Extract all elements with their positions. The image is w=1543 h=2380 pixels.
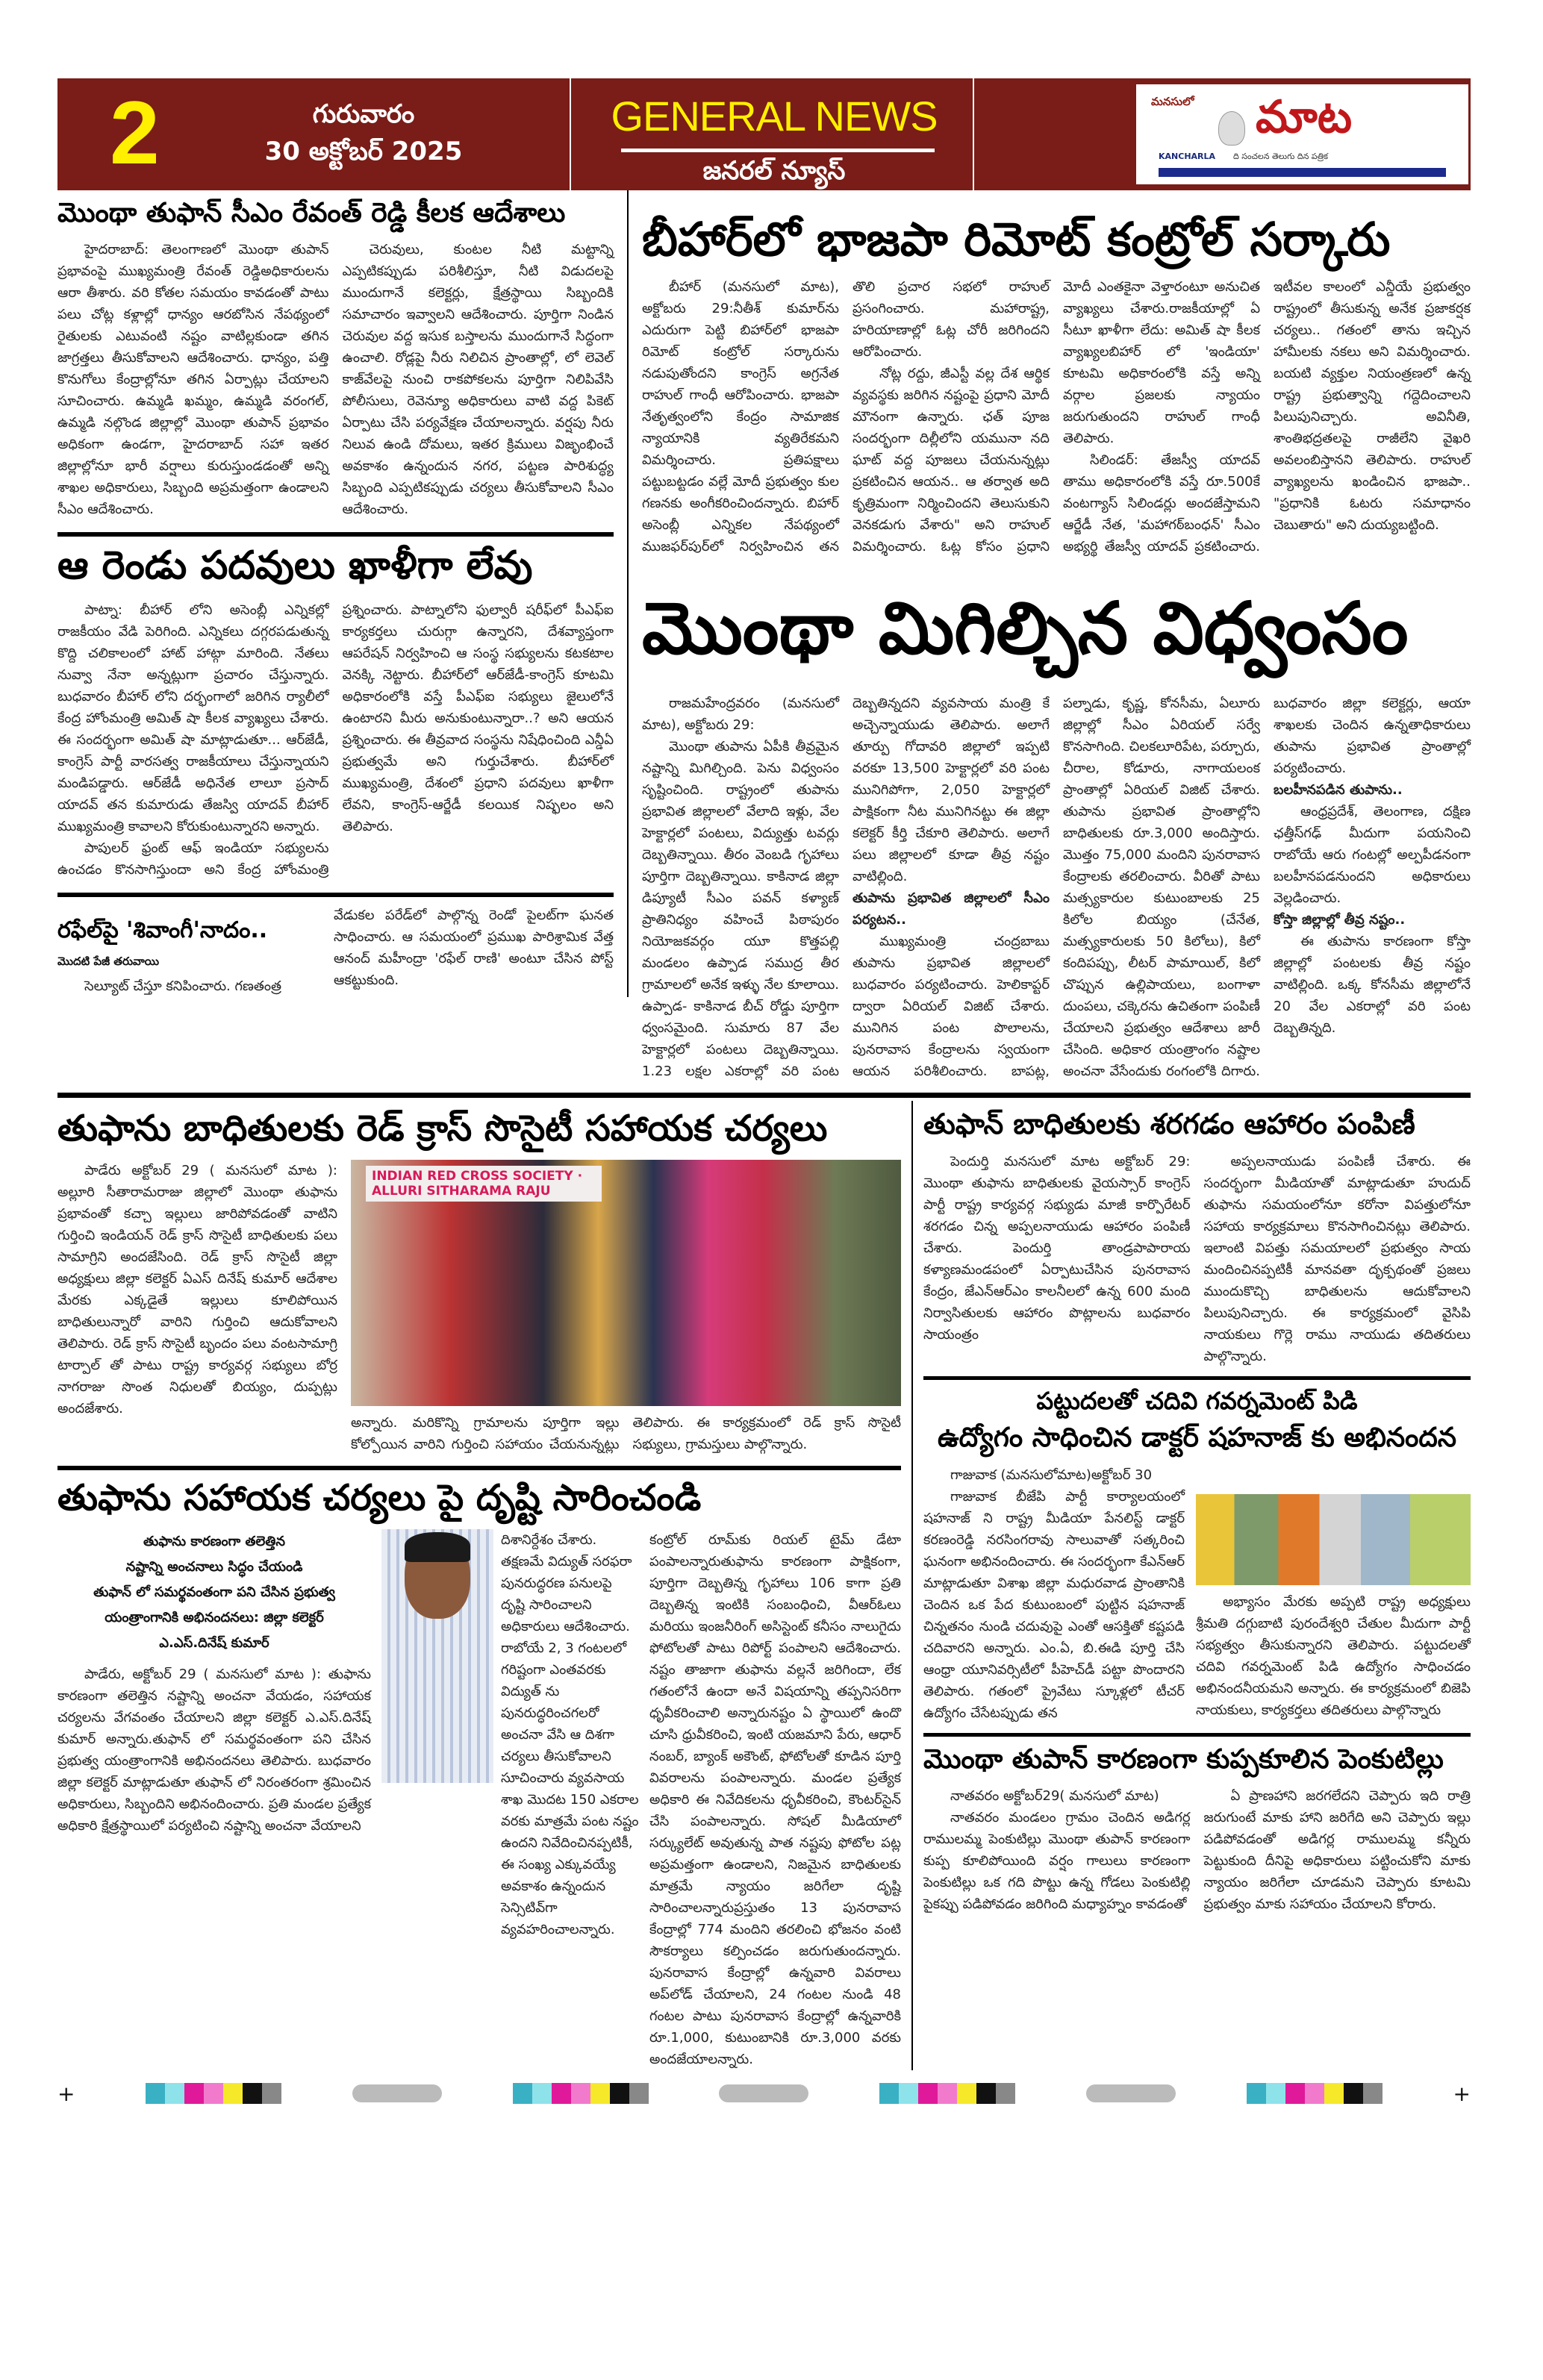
article-collector-relief-focus xyxy=(57,1478,901,2070)
gray-patch xyxy=(1086,2084,1176,2102)
article-body xyxy=(649,1529,901,2070)
section-title-en: GENERAL NEWS xyxy=(611,93,938,140)
headline: మొంథా తుఫాన్ సీఎం రేవంత్ రెడ్డి కీలక ఆదేశాలు xyxy=(57,198,566,228)
paragraph: ముఖ్యమంత్రి చంద్రబాబు తుపాను ప్రభావిత జిల్లాలలో బుధవారం పర్యటించారు. హెలికాప్టర్ ద్వారా ఏరియల్ విజిట్ చేశారు. మునిగిన పంట పొలాలను, పునరావాస కేంద్రాలను స్వయంగా ఆయన పరిశీలించారు. బాపట్ల, పల్నాడు, కృష్ణ, కోనసీమ, ఏలూరు జిల్లాల్లో సీఎం ఏరియల్ సర్వే కొనసాగింది. చిలకలూరిపేట, పర్చూరు, చీరాల, కోడూరు, నాగాయలంక ప్రాంతాల్లో ఏరియల్ విజిట్ చేశారు. తుపాను ప్రభావిత ప్రాంతాల్లోని బాధితులకు రూ.3,000 అందిస్తారు. మొత్తం 75,000 మందిని పునరావాస కేంద్రాలకు తరలించారు. వీరితో పాటు మత్స్యకారుల కుటుంబాలకు 25 కిలోల బియ్యం (చేనేత, మత్స్యకారులకు 50 కిలోలు), కిలో కందిపప్పు, లీటర్ పామాయిల్, కిలో చొప్పున ఉల్లిపాయలు, బంగాళా దుంపలు, చక్కెరను ఉచితంగా పంపిణీ చేయాలని ప్రభుత్వం ఆదేశాలు జారీ చేసింది. అధికార యంత్రాంగం నష్టాల అంచనా వేసేందుకు రంగంలోకి దిగారు. బుధవారం జిల్లా కలెక్టర్లు, ఆయా శాఖలకు చెందిన ఉన్నతాధికారులు తుపాను ప్రభావిత ప్రాంతాల్లో పర్యటించారు. xyxy=(852,695,1471,1079)
section-divider xyxy=(57,532,614,537)
color-bar xyxy=(879,2083,1015,2104)
headline: తుఫాను సహాయక చర్యలు పై దృష్టి సారించండి xyxy=(57,1476,702,1519)
paragraph: ఆంధ్రప్రదేశ్, తెలంగాణ, దక్షిణ ఛత్తీస్‌గఢ్ మీదుగా పయనించి రాబోయే ఆరు గంటల్లో అల్పపీడనంగా బలహీనపడనుందని అధికారులు వెల్లడించారు. xyxy=(1274,803,1471,906)
paragraph: పాపులర్ ఫ్రంట్ ఆఫ్ ఇండియా సభ్యులను ఉంచడం కొనసాగిస్తుందా అని కేంద్ర హోంమంత్రి ప్రశ్నించారు. పాట్నాలోని ఫుల్వారీ షరీఫ్‌లో పీఎఫ్ఐ కార్యకర్తలు చురుగ్గా ఉన్నారని, దేశవ్యాప్తంగా ఆపరేషన్ నిర్వహించి ఆ సంస్థ సభ్యులను కటకటాల వెనక్కి నెట్టారు. బీహార్‌లో ఆర్‌జేడీ-కాంగ్రెస్ కూటమి అధికారంలోకి వస్తే పీఎఫ్ఐ సభ్యులు జైలులోనే ఉంటారని మీరు అనుకుంటున్నారా..? అని ఆయన ప్రశ్నించారు. ఈ తీవ్రవాద సంస్థను నిషేధించింది ఎన్డీఏ ప్రభుత్వమే అని గుర్తుచేశారు. బీహార్‌లో ముఖ్యమంత్రి, దేశంలో ప్రధాని పదవులు ఖాళీగా లేవని, కాంగ్రెస్-ఆర్జేడీ కలయిక నిష్ఫలం అని తెలిపారు. xyxy=(57,602,614,878)
subheads xyxy=(57,1529,371,1656)
subhead-line: తుఫాను కారణంగా తలెత్తిన xyxy=(143,1534,285,1550)
paragraph: హైదరాబాద్: తెలంగాణలో మొంథా తుపాన్ ప్రభావంపై ముఖ్యమంత్రి రేవంత్ రెడ్డిఅధికారులను ఆరా తీశారు. వరి కోతల సమయం కావడంతో పాటు పలు చోట్ల కళ్లాల్లో ధాన్యం ఆరబోసిన నేపథ్యంలో రైతులకు ఎటువంటి నష్టం వాటిల్లకుండా తగిన జాగ్రత్తలు తీసుకోవాలని ఆదేశించారు. ధాన్యం, పత్తి కొనుగోలు కేంద్రాల్లోనూ తగిన ఏర్పాట్లు చేయాలని సూచించారు. ఉమ్మడి ఖమ్మం, ఉమ్మడి వరంగల్, ఉమ్మడి నల్గొండ జిల్లాల్లో మొంథా తుపాన్ ప్రభావం అధికంగా ఉండగా, హైదరాబాద్ సహా ఇతర జిల్లాల్లోనూ భారీ వర్షాలు కురుస్తుండడంతో అన్ని శాఖల అధికారులు, సిబ్బంది అప్రమత్తంగా ఉండాలని సీఎం ఆదేశించారు. xyxy=(57,242,329,518)
paragraph: కంట్రోల్ రూమ్‌కు రియల్ టైమ్ డేటా పంపాలన్నారుతుఫాను కారణంగా పాక్షికంగా, పూర్తిగా దెబ్బతిన్న గృహాలు 106 కాగా ప్రతి దెబ్బతిన్న ఇంటికి సంబంధించి, వీఆర్ఓలు మరియు ఇంజనీరింగ్ అసిస్టెంట్ కనీసం నాలుగైదు ఫోటోలతో పాటు రిపోర్ట్ పంపాలని ఆదేశించారు. నష్టం తాజాగా తుఫాను వల్లనే జరిగిందా, లేక గతంలోనే ఉందా అనే విషయాన్ని తప్పనిసరిగా ధృవీకరించాలి అన్నారునష్టం ఏ స్థాయిలో ఉందొ చూసి ధ్రువీకరించి, ఇంటి యజమాని పేరు, ఆధార్ నంబర్, బ్యాంక్ అకౌంట్, ఫోటోలతో కూడిన పూర్తి వివరాలను పంపాలన్నారు. మండల ప్రత్యేక అధికారి ఈ నివేదికలను ధృవీకరించి, కౌంటర్‌సైన్ చేసి పంపాలన్నారు. సోషల్ మీడియాలో సర్క్యులేట్ అవుతున్న పాత నష్టపు ఫోటోల పట్ల అప్రమత్తంగా ఉండాలని, నిజమైన బాధితులకు మాత్రమే న్యాయం జరిగేలా దృష్టి సారించాలన్నారుప్రస్తుతం 13 పునరావాస కేంద్రాల్లో 774 మందిని తరలించి భోజనం వంటి సౌకర్యాలు కల్పించడం జరుగుతుందన్నారు. పునరావాస కేంద్రాల్లో ఉన్నవారి వివరాలు అప్‌లోడ్ చేయాలని, 24 గంటల నుండి 48 గంటల పాటు పునరావాస కేంద్రాల్లో ఉన్నవారికి రూ.1,000, కుటుంబానికి రూ.3,000 వరకు అందజేయాలన్నారు. xyxy=(649,1532,901,2068)
left-column xyxy=(57,190,629,997)
registration-mark-icon: + xyxy=(1453,2081,1471,2106)
collector-left xyxy=(57,1529,371,1837)
article-house-collapse xyxy=(923,1744,1471,1915)
newspaper-logo xyxy=(1136,84,1468,184)
section-divider xyxy=(57,893,614,897)
headline: ఆ రెండు పదవులు ఖాళీగా లేవు xyxy=(57,543,533,589)
photo-banner-text: INDIAN RED CROSS SOCIETY · ALLURI SITHARAMA RAJU xyxy=(366,1166,602,1202)
red-cross-photo xyxy=(351,1160,901,1406)
article-two-posts-not-vacant xyxy=(57,544,614,881)
headline: ఉద్యోగం సాధించిన డాక్టర్ షహనాజ్ కు అభినందన xyxy=(937,1422,1457,1454)
newspaper-page xyxy=(57,0,1471,2106)
headline: తుఫాను బాధితులకు రెడ్ క్రాస్ సొసైటీ సహాయక చర్యలు xyxy=(57,1107,828,1149)
red-cross-right xyxy=(351,1160,901,1455)
header-divider xyxy=(973,78,974,190)
headline: తుఫాన్ బాధితులకు శరగడం ఆహారం పంపిణీ xyxy=(923,1107,1415,1140)
article-body xyxy=(57,1664,371,1837)
article-body xyxy=(1196,1591,1471,1721)
article-body xyxy=(57,975,319,997)
section-divider xyxy=(923,1376,1471,1380)
section-title-te: జనరల్ న్యూస్ xyxy=(702,156,846,186)
paragraph: గాజువాక (మనసులోమాట)అక్టోబర్ 30 xyxy=(950,1467,1153,1483)
section-divider xyxy=(57,1466,901,1470)
article-body xyxy=(642,276,1471,557)
logo-small-text: మనసులో xyxy=(1151,95,1194,108)
article-red-cross-relief xyxy=(57,1108,901,1455)
header-divider xyxy=(570,78,571,190)
article-body xyxy=(351,1412,901,1455)
paragraph: రాజమహేంద్రవరం (మనసులో మాట), అక్టోబరు 29: xyxy=(642,695,839,733)
color-bar xyxy=(146,2083,281,2104)
color-bar xyxy=(1247,2083,1383,2104)
paragraph: నాతవరం మండలం గ్రామం చెందిన అడిగర్ల రాములమ్మ పెంకుటిల్లు మొంథా తుపాన్ కారణంగా కుప్ప కూలిపోయింది వర్షం గాలులు కారణంగా పెంకుటిల్లు ఒక గది పొట్టు ఉన్న గోడలు పెంకుటిల్లి పైకప్పు పడిపోవడం జరిగింది మధ్యాహ్నం కావడంతో xyxy=(923,1809,1191,1912)
registration-mark-icon: + xyxy=(57,2081,75,2106)
article-body xyxy=(57,599,614,881)
subhead-line: ఎ.ఎస్.దినేష్ కుమార్ xyxy=(159,1635,269,1652)
article-saragadam-food xyxy=(923,1108,1471,1368)
paragraph: సెల్యూట్ చేస్తూ కనిపించారు. గణతంత్ర xyxy=(84,978,281,994)
paragraph: పాట్నా: బీహార్ లోని అసెంబ్లీ ఎన్నికల్లో రాజకీయం వేడి పెరిగింది. ఎన్నికలు దగ్గరపడుతున్న కొద్ది చలికాలంలో హాట్ హాట్గా మారింది. నేతలు నువ్వా నేనా అన్నట్లుగా ప్రచారం చేస్తున్నారు. బుధవారం బీహార్ లోని దర్భంగాలో జరిగిన ర్యాలీలో కేంద్ర హోంమంత్రి అమిత్ షా కీలక వ్యాఖ్యలు చేశారు. ఈ సందర్భంగా అమిత్ షా మాట్లాడుతూ... ఆర్‌జేడీ, కాంగ్రెస్ పార్టీ వారసత్వ రాజకీయాలు చేస్తున్నాయని మండిపడ్డారు. ఆర్‌జేడీ అధినేత లాలూ ప్రసాద్ యాదవ్ తన కుమారుడు తేజస్వి యాదవ్ బీహార్ ముఖ్యమంత్రి కావాలని కోరుకుంటున్నారని అన్నారు. xyxy=(57,602,329,835)
section-divider xyxy=(923,1733,1471,1737)
red-cross-content xyxy=(57,1160,901,1455)
paragraph: ఈ తుపాను కారణంగా కోస్తా జిల్లాల్లో పంటలకు తీవ్ర నష్టం వాటిల్లింది. ఒక్క కోనసీమ జిల్లాలోనే 20 వేల ఎకరాల్లో వరి పంట దెబ్బతిన్నది. xyxy=(1274,933,1471,1036)
right-column xyxy=(629,190,1471,1082)
headline: మొంథా మిగిల్చిన విధ్వంసం xyxy=(642,587,1409,671)
paragraph: వేడుకల పరేడ్‌లో పాల్గొన్న రెండో పైలట్‌గా ఘనత సాధించారు. ఆ సమయంలో ప్రముఖ పారిశ్రామిక వేత్త ఆనంద్ మహీంద్రా 'రఫేల్ రాణి' అంటూ చేసిన పోస్ట్ ఆకట్టుకుంది. xyxy=(334,908,614,989)
felicitation-photo xyxy=(1196,1494,1471,1585)
rafale-left xyxy=(57,905,319,997)
article-dr-shahnaz xyxy=(923,1387,1471,1723)
subhead-line: తుఫాన్ లో సమర్థవంతంగా పని చేసిన ప్రభుత్వ xyxy=(93,1584,335,1601)
paragraph: సిలిండర్: తేజస్వీ యాదవ్ తాము అధికారంలోకి వస్తే రూ.500కే వంటగ్యాస్ సిలిండర్లు అందజేస్తామని ఆర్జేడీ నేత, 'మహాగఠ్‌బంధన్' సీఎం అభ్యర్థి తేజస్వీ యాదవ్ ప్రకటించారు. ఇటీవల కాలంలో ఎన్డీయే ప్రభుత్వం రాష్ట్రంలో తీసుకున్న అనేక ప్రజాకర్షక చర్యలు.. గతంలో తాను ఇచ్చిన హామీలకు నకలు అని విమర్శించారు. బయటి వ్యక్తుల నియంత్రణలో ఉన్న రాష్ట్ర ప్రభుత్వాన్ని గద్దెదించాలని పిలుపునిచ్చారు. అవినీతి, శాంతిభద్రతలపై రాజీలేని వైఖరి అవలంబిస్తానని తెలిపారు. రాహుల్ వ్యాఖ్యలను ఖండించిన భాజపా.. "ప్రధానికి ఓటరు సమాధానం చెబుతారు" అని దుయ్యబట్టింది. xyxy=(1063,279,1471,555)
paragraph: గాజువాక బీజేపి పార్టీ కార్యాలయంలో షహనాజ్ ని రాష్ట్ర మీడియా పేనలిస్ట్ డాక్టర్ కరణంరెడ్డి నరసింగరావు సాలువాతో సత్కరించి ఘనంగా అభినందించారు. ఈ సందర్భంగా కేఎన్ఆర్ మాట్లాడుతూ విశాఖ జిల్లా మధురవాడ ప్రాంతానికి చెందిన ఒక పేద కుటుంబంలో పుట్టిన షహనాజ్ చిన్నతనం నుండి చదువుపై ఎంతో ఆసక్తితో కష్టపడి చదివారని అన్నారు. ఎం.ఏ, బి.ఈడి పూర్తి చేసి ఆంధ్రా యూనివర్సిటీలో పీహెచ్‌డీ పట్టా పొందారని తెలిపారు. గతంలో ప్రైవేటు స్కూళ్లలో టీచర్ ఉద్యోగం చేసేటప్పుడు తన xyxy=(923,1488,1185,1721)
paragraph: అప్పలనాయుడు పంపిణీ చేశారు. ఈ సందర్భంగా మీడియాతో మాట్లాడుతూ హుదుద్ తుఫాను సమయంలోనూ కరోనా విపత్తులోనూ సహాయ కార్యక్రమాలు కొనసాగించినట్లు తెలిపారు. ఇలాంటి విపత్తు సమయాలలో ప్రభుత్వం సాయ మందించినప్పటికీ మానవతా దృక్పథంతో ప్రజలు ముందుకొచ్చి బాధితులను ఆదుకోవాలని పిలుపునిచ్చారు. ఈ కార్యక్రమంలో వైసిపి నాయకులు గొర్లె రాము నాయుడు తదితరులు పాల్గొన్నారు. xyxy=(1203,1154,1471,1365)
article-body xyxy=(642,693,1471,1082)
paragraph: పెందుర్తి మనసులో మాట అక్టోబర్ 29: మొంథా తుఫాను బాధితులకు వైయస్సార్ కాంగ్రెస్ పార్టీ రాష్ట్ర కార్యవర్గ సభ్యుడు మాజీ కార్పొరేటర్ శరగడం చిన్న అప్పలనాయుడు ఆహారం పంపిణీ చేశారు. పెందుర్తి తాండ్రపాపారాయ కళ్యాణమండపంలో ఏర్పాటుచేసిన పునరావాస కేంద్రం, జేఎన్‌ఆర్‌ఎం కాలనీలలో ఉన్న 600 మంది నిర్వాసితులకు ఆహారం పొట్లాలను బుధవారం సాయంత్రం xyxy=(923,1154,1191,1343)
day-label: గురువారం xyxy=(312,99,415,129)
shahnaz-right xyxy=(1196,1464,1471,1721)
section-divider xyxy=(57,1093,1471,1098)
gray-patch xyxy=(719,2084,808,2102)
article-montha-destruction xyxy=(642,587,1471,1081)
date-label: 30 అక్టోబర్ 2025 xyxy=(264,137,463,166)
article-body xyxy=(57,239,614,520)
article-cm-revanth-orders xyxy=(57,198,614,520)
bottom-right-column xyxy=(913,1101,1471,1915)
article-bihar-remote-control xyxy=(642,213,1471,557)
headline: బీహార్‌లో భాజపా రిమోట్ కంట్రోల్ సర్కారు xyxy=(642,212,1391,266)
headline: మొంథా తుపాన్ కారణంగా కుప్పకూలిన పెంకుటిల్లు xyxy=(923,1743,1444,1775)
bottom-section xyxy=(57,1101,1471,2070)
paragraph: అన్నారు. మరికొన్ని గ్రామాలను పూర్తిగా ఇల్లు కోల్పోయిన వారిని గుర్తించి సహాయం చేయనున్నట్లు తెలిపారు. ఈ కార్యక్రమంలో రెడ్ క్రాస్ సొసైటీ సభ్యులు, గ్రామస్తులు పాల్గొన్నారు. xyxy=(351,1414,901,1452)
paragraph: చెరువులు, కుంటల నీటి మట్టాన్ని ఎప్పటికప్పుడు పరిశీలిస్తూ, నీటి విడుదలపై ముందుగానే కలెక్టర్లు, క్షేత్రస్థాయి సిబ్బందికి సమాచారం ఇవ్వాలని ఆదేశించారు. పూర్తిగా నిండిన చెరువుల వద్ద ఇసుక బస్తాలను ముందుగానే సిద్ధంగా ఉంచాలి. రోడ్లపై నీరు నిలిచిన ప్రాంతాల్లో, లో లెవెల్ కాజ్‌వేలపై నుంచి రాకపోకలను పూర్తిగా నిలిపివేసి పోలీసులు, రెవెన్యూ అధికారులు వాటి వద్ద పికెట్ ఏర్పాటు చేసి పర్యవేక్షణ చేయాలన్నారు. వర్షపు నీరు నిలువ ఉండి దోమలు, ఇతర క్రిములు విజృంభించే అవకాశం ఉన్నందున నగర, పట్టణ పారిశుద్ధ్య సిబ్బంది ఎప్పటికప్పుడు చర్యలు తీసుకోవాలని సీఎం ఆదేశించారు. xyxy=(342,242,614,518)
article-body xyxy=(923,1151,1471,1367)
print-marks xyxy=(57,2081,1471,2106)
article-body xyxy=(57,1160,337,1419)
subhead-line: యంత్రాంగానికి అభినందనలు: జిల్లా కలెక్టర్ xyxy=(105,1610,324,1626)
paragraph: నోట్ల రద్దు, జీఎస్టీ వల్ల దేశ ఆర్థిక వ్యవస్థకు జరిగిన నష్టంపై ప్రధాని మోదీ మౌనంగా ఉన్నారు. ఛత్ పూజ సందర్భంగా దిల్లీలోని యమునా నది ఘాట్ వద్ద పూజలు చేయనున్నట్లు ప్రకటించిన ఆయన.. ఆ తర్వాత అది కృత్రిమంగా నిర్మించిందని తెలుసుకుని వెనకడుగు వేశారు" అని రాహుల్ విమర్శించారు. ఓట్ల కోసం ప్రధాని మోదీ ఎంతకైనా వెళ్తారంటూ అనుచిత వ్యాఖ్యలు చేశారు.రాజకీయాల్లో ఏ సీటూ ఖాళీగా లేదు: అమిత్ షా కీలక వ్యాఖ్యలబిహార్ లో 'ఇండియా' కూటమి అధికారంలోకి వస్తే అన్ని వర్గాల ప్రజలకు న్యాయం జరుగుతుందని రాహుల్ గాంధీ తెలిపారు. xyxy=(852,279,1260,555)
paragraph: ఏ ప్రాణహాని జరగలేదని చెప్పారు ఇది రాత్రి జరుగుంటే మాకు హాని జరిగేది అని చెప్పారు ఇల్లు పడిపోవడంతో అడిగర్ల రాములమ్మ కన్నీరు పెట్టుకుంది దీనిపై అధికారులు పట్టించుకోని మాకు న్యాయం జరిగేలా చూడమని చెప్పారు కూటమి ప్రభుత్వం మాకు సహాయం చేయాలని కోరారు. xyxy=(1203,1787,1471,1912)
portrait-hair xyxy=(405,1532,470,1562)
subhead-line: నష్టాన్ని అంచనాలు సిద్ధం చేయండి xyxy=(125,1559,303,1575)
subheading: బలహీనపడిన తుపాను.. xyxy=(1274,781,1403,798)
article-body xyxy=(501,1529,639,1940)
subheading: కోస్తా జిల్లాల్లో తీవ్ర నష్టం.. xyxy=(1274,911,1406,928)
top-section xyxy=(57,190,1471,1082)
paragraph: బీహార్ (మనసులో మాట), అక్టోబరు 29:నీతీశ్ కుమార్‌ను ఎదురుగా పెట్టి బిహార్‌లో భాజపా రిమోట్ కంట్రోల్ సర్కారును నడుపుతోందని కాంగ్రెస్ అగ్రనేత రాహుల్ గాంధీ ఆరోపించారు. భాజపా నేతృత్వంలోని కేంద్రం సామాజిక న్యాయానికి వ్యతిరేకమని విమర్శించారు. ప్రతిపక్షాలు పట్టుబట్టడం వల్లే మోదీ ప్రభుత్వం కుల గణనకు అంగీకరించిందన్నారు. బిహార్ అసెంబ్లీ ఎన్నికల నేపథ్యంలో ముజఫర్‌పుర్‌లో నిర్వహించిన తన తొలి ప్రచార సభలో రాహుల్ ప్రసంగించారు. మహారాష్ట్ర, హరియాణాల్లో ఓట్ల చోరీ జరిగిందని ఆరోపించారు. xyxy=(642,279,1050,555)
headline: రఫేల్‌పై 'శివాంగీ'నాదం.. xyxy=(57,917,268,944)
page-number: 2 xyxy=(110,83,160,183)
masthead-band xyxy=(57,78,1471,190)
article-body xyxy=(923,1785,1471,1915)
bottom-left-column xyxy=(57,1101,913,2070)
article-rafale-shivangi xyxy=(57,905,614,997)
gray-patch xyxy=(352,2084,442,2102)
paragraph: అభ్యాసం మేరకు అప్పటి రాష్ట్ర అధ్యక్షులు శ్రీమతి దగ్గుబాటి పురందేశ్వరి చేతుల మీదుగా పార్టీ సభ్యత్వం తీసుకున్నారని తెలిపారు. పట్టుదలతో చదివి గవర్నమెంట్ పిడి ఉద్యోగం సాధించడం అభినందనీయమని అన్నారు. ఈ కార్యక్రమంలో బిజెపి నాయకులు, కార్యకర్తలు తదితరులు పాల్గొన్నారు xyxy=(1196,1593,1471,1718)
paragraph: నాతవరం అక్టోబర్29( మనసులో మాట) xyxy=(950,1787,1159,1804)
shahnaz-content xyxy=(923,1464,1471,1724)
continued-label: మొదటి పేజీ తరువాయి xyxy=(57,954,160,968)
collector-content xyxy=(57,1529,901,2070)
collector-middle xyxy=(381,1529,639,1940)
color-bar xyxy=(513,2083,649,2104)
subheading: తుపాను ప్రభావిత జిల్లాలలో సీఎం పర్యటన.. xyxy=(852,890,1050,928)
collector-photo xyxy=(381,1529,493,1783)
logo-bar xyxy=(1159,168,1446,177)
kicker: పట్టుదలతో చదివి గవర్నమెంట్ పిడి xyxy=(1036,1387,1358,1416)
paragraph: దిశానిర్దేశం చేశారు. తక్షణమే విద్యుత్ సరఫరా పునరుద్ధరణ పనులపై దృష్టి సారించాలని అధికారులు ఆదేశించారు. రాబోయే 2, 3 గంటలలో గరిష్టంగా ఎంతవరకు విద్యుత్ ను పునరుద్ధరించగలరో అంచనా వేసి ఆ దిశగా చర్యలు తీసుకోవాలని సూచించారు వ్యవసాయ శాఖ మొదట 150 ఎకరాల వరకు మాత్రమే పంట నష్టం ఉందని నివేదించినప్పటికీ, ఈ సంఖ్య ఎక్కువయ్యే అవకాశం ఉన్నందున సెన్సిటివ్‌గా వ్యవహరించాలన్నారు. xyxy=(501,1532,639,1938)
paragraph: పాడేరు, అక్టోబర్ 29 ( మనసులో మాట ): తుఫాను కారణంగా తలెత్తిన నష్టాన్ని అంచనా వేయడం, సహాయక చర్యలను వేగవంతం చేయాలని జిల్లా కలెక్టర్ ఎ.ఎస్.దినేష్ కుమార్ అన్నారు.తుఫాన్ లో సమర్థవంతంగా పని చేసిన ప్రభుత్వ యంత్రాంగానికి అభినందనలు తెలిపారు. బుధవారం జిల్లా కలెక్టర్ మాట్లాడుతూ తుఫాన్ లో నిరంతరంగా శ్రమించిన అధికారులు, సిబ్బందిని అభినందించారు. ప్రతి మండల ప్రత్యేక అధికారి క్షేత్రస్థాయిలో పర్యటించి నష్టాన్ని అంచనా వేయాలని xyxy=(57,1667,371,1834)
paragraph: పాడేరు అక్టోబర్ 29 ( మనసులో మాట ): అల్లూరి సీతారామరాజు జిల్లాలో మొంథా తుఫాను ప్రభావంతో కచ్చా ఇల్లులు జారిపోవడంతో వాటిని గుర్తించి ఇండియన్ రెడ్ క్రాస్ సొసైటీ బాధితులకు పలు సామాగ్రిని అందజేసింది. రెడ్ క్రాస్ సొసైటీ జిల్లా అధ్యక్షులు జిల్లా కలెక్టర్ ఏఎస్ దినేష్ కుమార్ ఆదేశాల మేరకు ఎక్కడైతే ఇల్లులు కూలిపోయిన బాధితులున్నారో వారిని గుర్తించి ఆదుకోవాలని తెలిపారు. రెడ్ క్రాస్ సొసైటీ బృందం పలు వంటసామాగ్రి టార్పాల్ తో పాటు రాష్ట్ర కార్యవర్గ సభ్యులు బోర్ర నాగరాజు సొంత నిధులతో బియ్యం, దుప్పట్లు అందజేశారు. xyxy=(57,1162,337,1417)
section-underline xyxy=(621,149,935,152)
article-body xyxy=(334,905,614,991)
logo-brand: KANCHARLA xyxy=(1159,152,1216,161)
logo-title: మాట xyxy=(1256,91,1353,143)
logo-portrait-icon xyxy=(1218,111,1245,146)
article-body xyxy=(923,1464,1185,1724)
paragraph: మొంథా తుపాను ఏపీకి తీవ్రమైన నష్టాన్ని మిగిల్చింది. పెను విధ్వంసం సృష్టించింది. రాష్ట్రంలో తుపాను ప్రభావిత జిల్లాలలో వేలాది ఇళ్లు, వేల హెక్టార్లలో పంటలు, విద్యుత్తు టవర్లు దెబ్బతిన్నాయి. తీరం వెంబడి గృహాలు పూర్తిగా దెబ్బతిన్నాయి. కాకినాడ జిల్లా డిప్యూటీ సీఎం పవన్ కళ్యాణ్ ప్రాతినిధ్యం వహించే పిఠాపురం నియోజకవర్గం యూ కొత్తపల్లి మండలం ఉప్పాడ సముద్ర తీర గ్రామాలలో అనేక ఇళ్ళు నేల కూలాయి. ఉప్పాడ- కాకినాడ బీచ్ రోడ్డు పూర్తిగా ధ్వంసమైంది. సుమారు 87 వేల హెక్టార్లలో పంటలు దెబ్బతిన్నాయి. 1.23 లక్షల ఎకరాల్లో వరి పంట దెబ్బతిన్నదని వ్యవసాయ మంత్రి కే అచ్చెన్నాయుడు తెలిపారు. అలాగే తూర్పు గోదావరి జిల్లాలో ఇప్పటి వరకూ 13,500 హెక్టార్లలో వరి పంట మునిగిపోగా, 2,050 హెక్టార్లలో పాక్షికంగా నీట మునిగినట్టు ఈ జిల్లా కలెక్టర్ కీర్తి చేకూరి తెలిపారు. అలాగే పలు జిల్లాలలో కూడా తీవ్ర నష్టం వాటిల్లింది. xyxy=(642,695,1050,1079)
logo-tagline: ది సంచలన తెలుగు దిన పత్రిక xyxy=(1233,152,1328,161)
